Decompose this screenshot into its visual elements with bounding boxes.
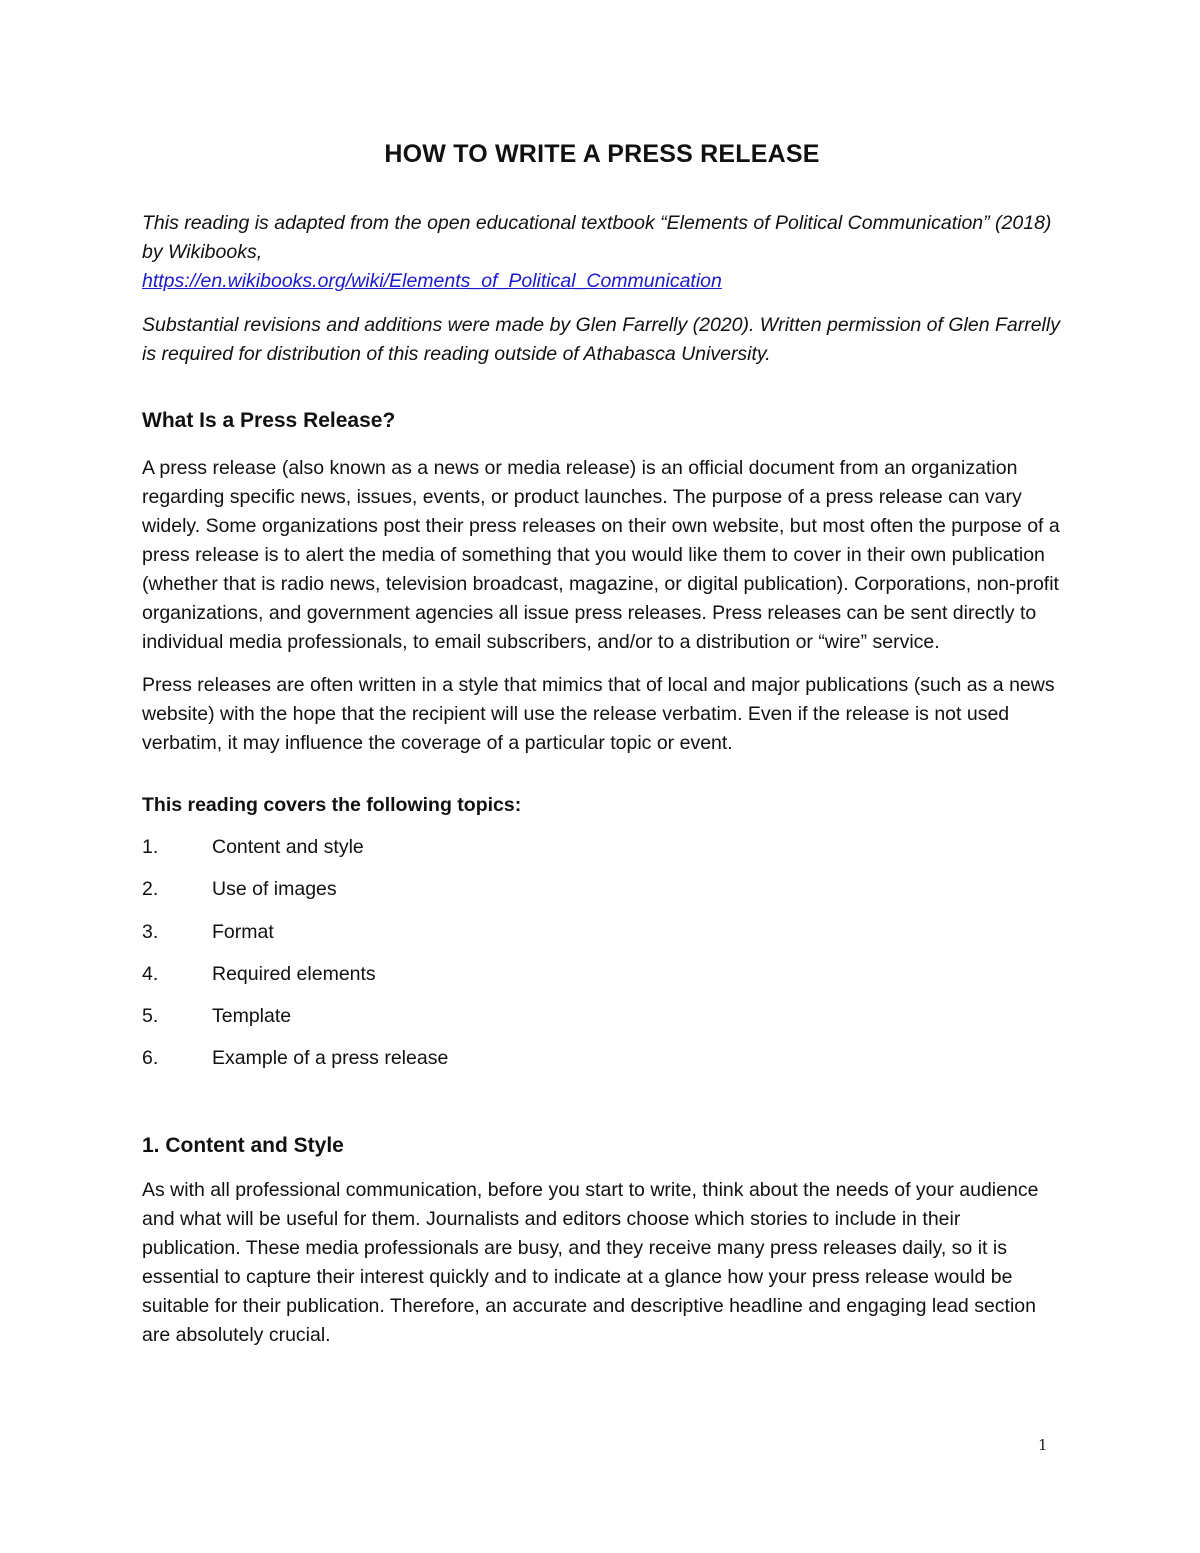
list-item-number: 1. — [142, 836, 159, 858]
list-item — [142, 963, 1062, 1005]
list-item-label: Format — [212, 920, 274, 943]
list-item-label: Required elements — [212, 962, 376, 985]
section-heading-what-is: What Is a Press Release? — [142, 409, 396, 432]
list-item-label: Content and style — [212, 836, 364, 858]
page-number: 1 — [1038, 1436, 1048, 1454]
intro-attribution — [142, 209, 1062, 296]
list-item — [142, 1005, 1062, 1047]
list-item-label: Use of images — [212, 878, 337, 901]
intro-source-text: This reading is adapted from the open educational textbook “Elements of Political Communication” (2018) by Wikibooks, — [142, 212, 1052, 263]
section-heading-content-style: 1. Content and Style — [142, 1133, 344, 1157]
topics-list — [142, 836, 1062, 1090]
list-item-number: 6. — [142, 1047, 159, 1070]
list-item-label: Example of a press release — [212, 1047, 449, 1070]
list-item — [142, 1047, 1062, 1089]
list-item-label: Template — [212, 1005, 292, 1028]
list-item — [142, 878, 1062, 920]
list-item-number: 2. — [142, 878, 159, 901]
wikibooks-link[interactable]: https://en.wikibooks.org/wiki/Elements_of_Political_Communication — [142, 270, 722, 292]
paragraph-content-style: As with all professional communication, before you start to write, think about the needs of your audience and what will be useful for them. Journalists and editors choose which stories to include in their publication. These media professionals are busy, and they receive many press releases daily, so it is essential to capture their interest quickly and to indicate at a glance how your press release would be suitable for their publication. Therefore, an accurate and descriptive headline and engaging lead section are absolutely crucial. — [142, 1178, 1039, 1346]
paragraph-definition: A press release (also known as a news or media release) is an official document from an organization regarding specific news, issues, events, or product launches. The purpose of a press release can vary widely. Some organizations post their press releases on their own website, but most often the purpose of a press release is to alert the media of something that you would like them to cover in their own publication (whether that is radio news, television broadcast, magazine, or digital publication). Corporations, non-profit organizations, and government agencies all issue press releases. Press releases can be sent directly to individual media professionals, to email subscribers, and/or to a distribution or “wire” service. — [142, 457, 1060, 653]
document-title: HOW TO WRITE A PRESS RELEASE — [384, 140, 820, 168]
list-item — [142, 836, 1062, 878]
list-item-number: 4. — [142, 962, 159, 985]
list-item-number: 3. — [142, 920, 159, 943]
page-content — [142, 140, 1062, 1364]
topics-heading: This reading covers the following topics: — [142, 794, 522, 816]
paragraph-style: Press releases are often written in a style that mimics that of local and major publications (such as a news website) with the hope that the recipient will use the release verbatim. Even if the release is not used verbatim, it may influence the coverage of a particular topic or event. — [142, 674, 1055, 754]
list-item — [142, 921, 1062, 963]
intro-revisions: Substantial revisions and additions were made by Glen Farrelly (2020). Written permission of Glen Farrelly is required for distribution of this reading outside of Athabasca University. — [142, 314, 1060, 365]
list-item-number: 5. — [142, 1005, 159, 1028]
